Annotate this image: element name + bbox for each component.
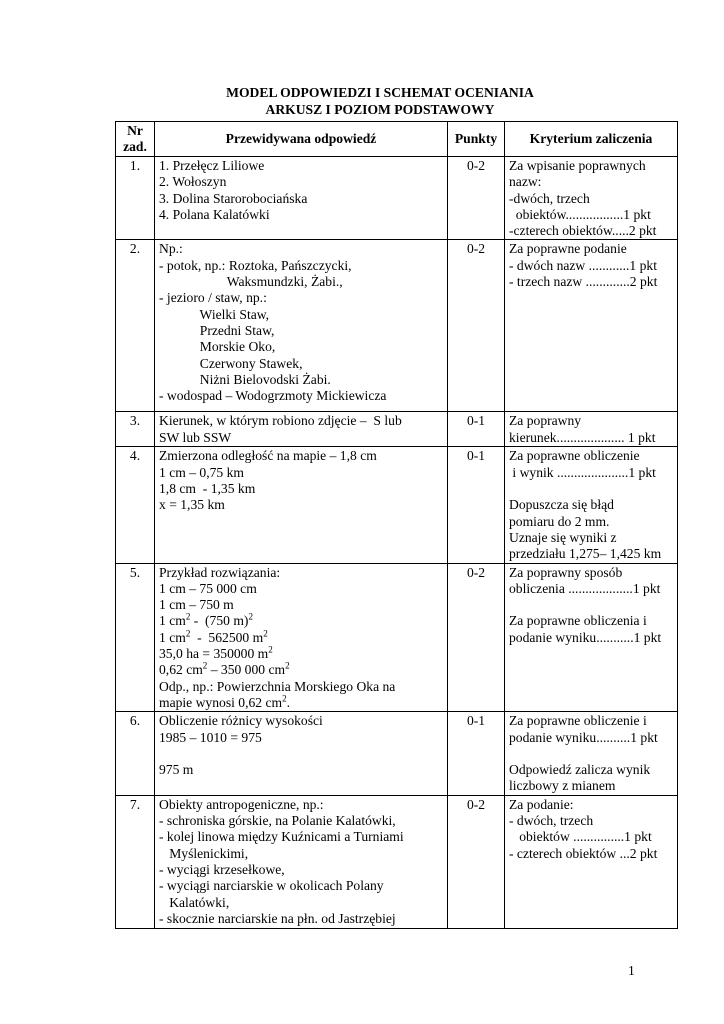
answer-line: Kalatówki, (159, 894, 230, 910)
header-row (116, 122, 678, 157)
points-value: 0-2 (448, 157, 505, 240)
answer-line: Wielki Staw, (159, 306, 270, 322)
table-row (116, 447, 678, 563)
points-value: 0-1 (448, 447, 505, 563)
points-value: 0-2 (448, 795, 505, 928)
answer-line: Waksmundzki, Żabi., (159, 274, 343, 290)
criteria-line: Dopuszcza się błąd (509, 497, 614, 513)
answer-line: Odp., np.: Powierzchnia Morskiego Oka na (159, 678, 396, 694)
answer-line: 975 m (159, 762, 194, 778)
task-number: 6. (116, 712, 155, 795)
criteria-line: obiektów ...............1 pkt (509, 829, 652, 845)
task-number: 1. (116, 157, 155, 240)
answer-line: Zmierzona odległość na mapie – 1,8 cm (159, 448, 377, 464)
criteria-line: Za poprawne obliczenie i (509, 713, 647, 729)
answer-line: 1 $cm^2 - (750$ m)$^2$ (159, 611, 253, 629)
expected-answer (155, 447, 448, 563)
answer-line: Obiekty antropogeniczne, np.: (159, 796, 324, 812)
expected-answer (155, 563, 448, 712)
criteria-line: Za wpisanie poprawnych (509, 158, 646, 173)
criteria-line: podanie wyniku..........1 pkt (509, 729, 658, 745)
header-nr: Nr zad. (116, 122, 155, 157)
criteria-line: - dwóch nazw ............1 pkt (509, 257, 657, 273)
answer-line: 1,8 cm - 1,35 km (159, 481, 256, 497)
answer-line: 0,62 $cm^2 - 350$ 000 $cm^2$ (159, 660, 290, 678)
criteria-line: podanie wyniku...........1 pkt (509, 629, 662, 645)
criteria-line: Uznaje się wyniki z (509, 529, 617, 545)
table-row (116, 240, 678, 412)
criteria-line: - trzech nazw .............2 pkt (509, 274, 658, 290)
criteria-text (505, 563, 678, 712)
criteria-text (505, 712, 678, 795)
answer-line: 3. Dolina Starorobociańska (159, 190, 308, 206)
table-row (116, 412, 678, 447)
task-number: 3. (116, 412, 155, 447)
answer-line: Przedni Staw, (159, 322, 275, 338)
header-answer: Przewidywana odpowiedź (155, 122, 448, 157)
criteria-line: Odpowiedź zalicza wynik (509, 762, 651, 778)
answer-line: - potok, np.: Roztoka, Pańszczycki, (159, 257, 352, 273)
criteria-line: pomiaru do 2 mm. (509, 513, 610, 529)
answer-line: Myślenickimi, (159, 845, 249, 861)
criteria-line: - czterech obiektów ...2 pkt (509, 845, 658, 861)
criteria-line: kierunek.................... 1 pkt (509, 429, 656, 445)
header-criteria: Kryterium zaliczenia (505, 122, 678, 157)
answer-line: Morskie Oko, (159, 339, 276, 355)
answer-line: - wyciągi narciarskie w okolicach Polany (159, 878, 384, 894)
answer-line: 4. Polana Kalatówki (159, 206, 270, 222)
answer-line: - wodospad – Wodogrzmoty Mickiewicza (159, 388, 387, 404)
criteria-line: Za poprawny sposób (509, 564, 623, 580)
answer-line: 1 cm – 75 000 cm (159, 580, 257, 596)
answer-line: x = 1,35 km (159, 497, 225, 513)
criteria-line: Za podanie: (509, 796, 574, 812)
expected-answer (155, 240, 448, 412)
criteria-line: przedziału 1,275– 1,425 km (509, 546, 662, 562)
task-number: 2. (116, 240, 155, 412)
criteria-line: Za poprawny (509, 413, 582, 429)
answer-line: 2. Wołoszyn (159, 174, 227, 190)
criteria-line: Za poprawne podanie (509, 241, 627, 257)
points-value: 0-2 (448, 240, 505, 412)
answer-line: 1 cm – 750 m (159, 597, 234, 613)
answer-line: SW lub SSW (159, 429, 232, 445)
answer-line: - skocznie narciarskie na płn. od Jastrzębiej (159, 910, 396, 926)
criteria-line: obiektów.................1 pkt (509, 206, 651, 222)
expected-answer (155, 157, 448, 240)
answer-line: 1985 – 1010 = 975 (159, 729, 262, 745)
table-row (116, 795, 678, 928)
expected-answer (155, 412, 448, 447)
answer-line: - wyciągi krzesełkowe, (159, 861, 285, 877)
task-number: 7. (116, 795, 155, 928)
criteria-line: nazw: (509, 174, 542, 190)
criteria-line: obliczenia ...................1 pkt (509, 580, 661, 596)
points-value: 0-2 (448, 563, 505, 712)
answer-line: Przykład rozwiązania: (159, 564, 281, 580)
answer-line: 1 cm – 0,75 km (159, 464, 244, 480)
criteria-line: i wynik .....................1 pkt (509, 464, 656, 480)
task-number: 4. (116, 447, 155, 563)
criteria-line: Za poprawne obliczenia i (509, 613, 647, 629)
answer-line: - jezioro / staw, np.: (159, 290, 267, 306)
answer-line: Obliczenie różnicy wysokości (159, 713, 323, 729)
page-number: 1 (628, 963, 635, 978)
expected-answer (155, 795, 448, 928)
table-row (116, 712, 678, 795)
table-row (116, 563, 678, 712)
header-points: Punkty (448, 122, 505, 157)
answer-line: - kolej linowa między Kuźnicami a Turniami (159, 829, 404, 845)
criteria-line: Za poprawne obliczenie (509, 448, 640, 464)
criteria-text (505, 412, 678, 447)
answer-line: Niżni Bielovodski Żabi. (159, 371, 331, 387)
answer-line: Np.: (159, 241, 183, 257)
criteria-line: -dwóch, trzech (509, 190, 590, 206)
task-number: 5. (116, 563, 155, 712)
document-subtitle: ARKUSZ I POZIOM PODSTAWOWY (265, 102, 495, 117)
answer-line: Czerwony Stawek, (159, 355, 303, 371)
answer-line: mapie wynosi 0,62 $cm^2$. (159, 693, 290, 710)
answer-line: 1 $cm^2 - 562500$ $m^2$ (159, 628, 268, 645)
criteria-text (505, 795, 678, 928)
points-value: 0-1 (448, 412, 505, 447)
answer-line: 1. Przełęcz Liliowe (159, 158, 265, 173)
expected-answer (155, 712, 448, 795)
answer-key-table (115, 121, 678, 929)
criteria-text (505, 447, 678, 563)
points-value: 0-1 (448, 712, 505, 795)
criteria-line: - dwóch, trzech (509, 813, 594, 829)
answer-line: Kierunek, w którym robiono zdjęcie – S lub (159, 413, 402, 429)
criteria-text (505, 157, 678, 240)
answer-line: - schroniska górskie, na Polanie Kalatówki, (159, 813, 396, 829)
answer-line: 35,0 ha = 350000 $m^2$ (159, 644, 273, 662)
criteria-line: liczbowy z mianem (509, 778, 616, 794)
criteria-text (505, 240, 678, 412)
table-row (116, 157, 678, 240)
criteria-line: -czterech obiektów.....2 pkt (509, 223, 657, 239)
document-title: MODEL ODPOWIEDZI I SCHEMAT OCENIANIA (226, 85, 534, 100)
